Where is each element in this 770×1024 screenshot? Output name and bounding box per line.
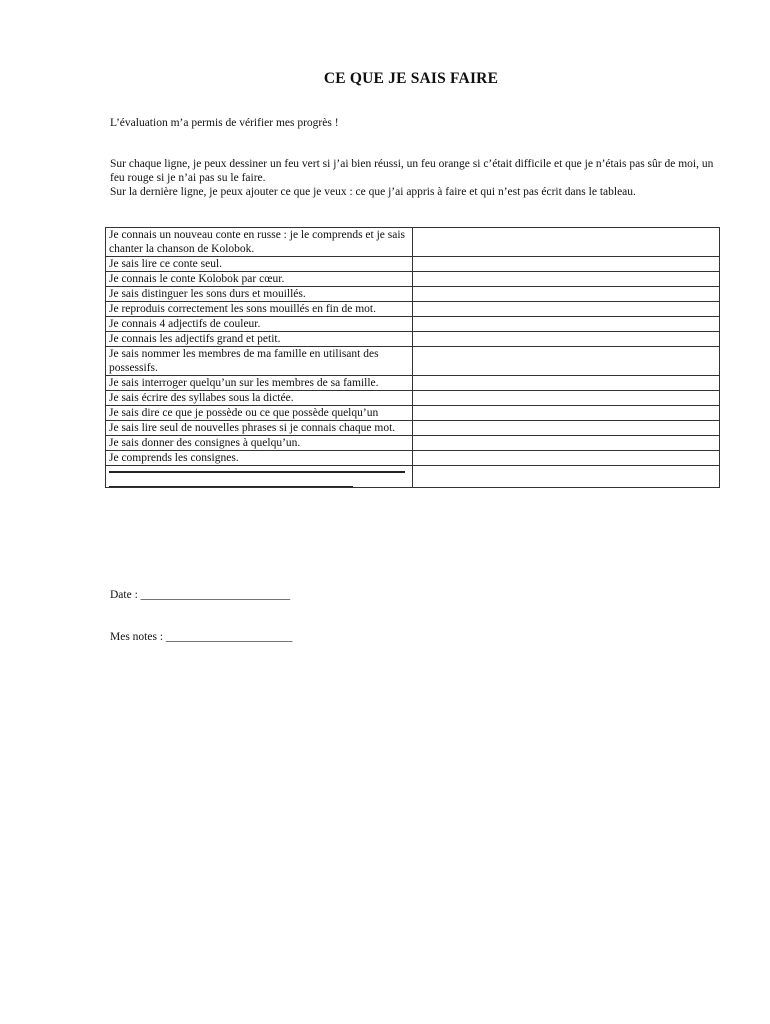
rating-cell[interactable] xyxy=(413,406,720,421)
table-row xyxy=(106,376,720,391)
blank-write-line xyxy=(109,473,353,487)
table-row xyxy=(106,451,720,466)
blank-write-line xyxy=(109,466,405,473)
skills-table xyxy=(105,227,720,488)
date-field[interactable]: Date : __________________________ xyxy=(110,589,291,601)
table-row xyxy=(106,406,720,421)
free-entry-row xyxy=(106,466,720,488)
rating-cell[interactable] xyxy=(413,376,720,391)
free-entry-cell[interactable] xyxy=(106,466,413,488)
skill-label: Je sais lire seul de nouvelles phrases si je connais chaque mot. xyxy=(106,421,413,436)
table-row xyxy=(106,317,720,332)
rating-cell[interactable] xyxy=(413,347,720,376)
table-row xyxy=(106,257,720,272)
skill-label: Je connais un nouveau conte en russe : je le comprends et je sais chanter la chanson de Kolobok. xyxy=(106,228,413,257)
table-row xyxy=(106,436,720,451)
skill-label: Je connais 4 adjectifs de couleur. xyxy=(106,317,413,332)
skill-label: Je sais écrire des syllabes sous la dictée. xyxy=(106,391,413,406)
rating-cell[interactable] xyxy=(413,317,720,332)
rating-cell[interactable] xyxy=(413,421,720,436)
instruction-traffic-lights: Sur chaque ligne, je peux dessiner un feu vert si j’ai bien réussi, un feu orange si c’était difficile et que je n’étais pas sûr de moi, un feu rouge si je n’ai pas su le faire. xyxy=(110,158,714,184)
table-row xyxy=(106,332,720,347)
rating-cell[interactable] xyxy=(413,436,720,451)
skill-label: Je sais donner des consignes à quelqu’un. xyxy=(106,436,413,451)
instructions xyxy=(110,157,730,199)
table-row xyxy=(106,391,720,406)
skill-label: Je connais le conte Kolobok par cœur. xyxy=(106,272,413,287)
skill-label: Je sais nommer les membres de ma famille en utilisant des possessifs. xyxy=(106,347,413,376)
skill-label: Je sais lire ce conte seul. xyxy=(106,257,413,272)
rating-cell[interactable] xyxy=(413,451,720,466)
table-row xyxy=(106,272,720,287)
table-row xyxy=(106,287,720,302)
rating-cell[interactable] xyxy=(413,302,720,317)
rating-cell[interactable] xyxy=(413,287,720,302)
skill-label: Je reproduis correctement les sons mouillés en fin de mot. xyxy=(106,302,413,317)
rating-cell[interactable] xyxy=(413,228,720,257)
table-row xyxy=(106,302,720,317)
table-row xyxy=(106,228,720,257)
page-title: CE QUE JE SAIS FAIRE xyxy=(323,70,499,87)
table-row xyxy=(106,347,720,376)
rating-cell[interactable] xyxy=(413,257,720,272)
intro-text: L’évaluation m’a permis de vérifier mes progrès ! xyxy=(110,117,339,129)
skill-label: Je sais dire ce que je possède ou ce que possède quelqu’un xyxy=(106,406,413,421)
table-row xyxy=(106,421,720,436)
notes-field[interactable]: Mes notes : ______________________ xyxy=(110,631,293,643)
rating-cell[interactable] xyxy=(413,466,720,488)
skill-label: Je sais distinguer les sons durs et mouillés. xyxy=(106,287,413,302)
instruction-last-line: Sur la dernière ligne, je peux ajouter ce que je veux : ce que j’ai appris à faire et qui n’est pas écrit dans le tableau. xyxy=(110,186,636,198)
skill-label: Je comprends les consignes. xyxy=(106,451,413,466)
rating-cell[interactable] xyxy=(413,391,720,406)
skill-label: Je sais interroger quelqu’un sur les membres de sa famille. xyxy=(106,376,413,391)
rating-cell[interactable] xyxy=(413,332,720,347)
rating-cell[interactable] xyxy=(413,272,720,287)
skill-label: Je connais les adjectifs grand et petit. xyxy=(106,332,413,347)
